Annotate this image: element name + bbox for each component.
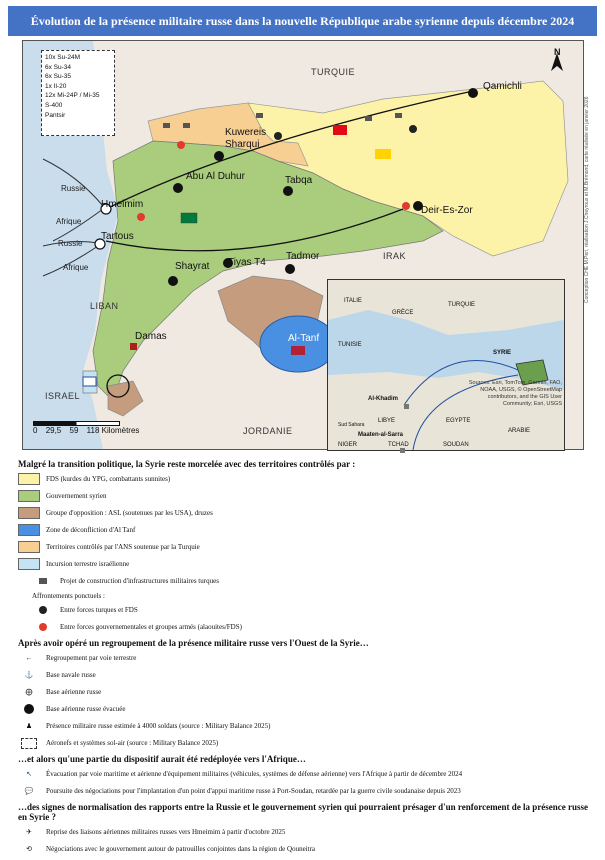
- legend-label: Entre forces gouvernementales et groupes armés (alaouites/FDS): [60, 623, 242, 631]
- city-tiyas-t4: Tiyas T4: [228, 257, 266, 268]
- country-label-jordanie: JORDANIE: [243, 426, 293, 436]
- city-hmeimim: Hmeimim: [101, 199, 144, 210]
- legend-label: Groupe d'opposition : ASL (soutenues par les USA), druzes: [46, 509, 213, 517]
- evacuated-base-icon: [24, 704, 34, 714]
- map-credit: Conception CHE M.Peri, réalisation J.Cheyroux et M.Brémond, carte réalisée en janvier 2026: [584, 96, 590, 303]
- legend-label: Gouvernement syrien: [46, 492, 107, 500]
- inventory-item: 6x Su-34: [45, 63, 72, 71]
- clashes-title: Affrontements ponctuels :: [32, 592, 105, 600]
- scale-0: 0: [33, 426, 38, 435]
- route-label-afrique-1: Afrique: [56, 217, 82, 226]
- legend-row-soldiers: [18, 720, 593, 732]
- turkish-project-1: [163, 123, 170, 128]
- legend-row-air-links: [18, 826, 593, 838]
- legend-label: Poursuite des négociations pour l'implantation d'un point d'appui maritime russe à Port-Soudan, retardée par la guerre civile soudanaise depuis 2023: [46, 787, 461, 795]
- compass-label: N: [554, 47, 561, 57]
- legend-heading-4: …des signes de normalisation des rapports entre la Russie et le gouvernement syrien qui pourraient présager d'un renforcement de la présence russe en Syrie ?: [18, 802, 589, 822]
- inventory-item: S-400: [45, 101, 63, 109]
- fds-swatch: [18, 473, 40, 485]
- legend-row-clash-gov: [18, 621, 593, 633]
- legend-row-air: [18, 686, 593, 698]
- explosion-red-icon: [39, 623, 47, 631]
- evacuation-arrow-icon: ↖: [26, 770, 32, 778]
- speech-bubble-icon: 💬: [24, 787, 34, 795]
- inset-turquie: TURQUIE: [448, 302, 475, 308]
- country-label-israel: ISRAEL: [45, 391, 81, 401]
- legend-label: Base navale russe: [46, 671, 96, 679]
- city-al-tanf: Al-Tanf: [288, 333, 320, 344]
- legend-label: Reprise des liaisons aériennes militaires russes vers Hmeimim à partir d'octobre 2025: [46, 828, 286, 836]
- loop-arrows-icon: ⟲: [26, 845, 32, 853]
- legend-label: Base aérienne russe évacuée: [46, 705, 126, 713]
- legend-row-port-sudan: [18, 785, 593, 797]
- inset-sources: Sources: Esri, TomTom, Garmin, FAO, NOAA, USGS, © OpenStreetMap contributors, and the GIS User Community; Esri, USGS: [468, 380, 562, 407]
- airplane-icon: ✈: [26, 828, 32, 836]
- inset-maaten-al-sarra: Maaten-al-Sarra: [358, 432, 404, 438]
- legend-label: Négociations avec le gouvernement autour de patrouilles conjointes dans la région de Qouneitra: [46, 845, 316, 853]
- israel-swatch: [18, 558, 40, 570]
- legend-heading-3: …et alors qu'une partie du dispositif aurait été redéployée vers l'Afrique…: [18, 754, 306, 764]
- city-sharqui: Sharqui: [225, 139, 260, 150]
- legend-row-patrols: [18, 843, 593, 855]
- inset-italie: ITALIE: [344, 298, 362, 304]
- inventory-item: 1x Il-20: [45, 82, 67, 90]
- legend-label: Base aérienne russe: [46, 688, 102, 696]
- inset-niger: NIGER: [338, 442, 358, 448]
- route-label-afrique-2: Afrique: [63, 263, 89, 272]
- inset-arabie: ARABIE: [508, 428, 531, 434]
- city-damas: Damas: [135, 331, 167, 342]
- legend-label: Territoires contrôlés par l'ANS soutenue par la Turquie: [46, 543, 200, 551]
- legend-row-aircraft-systems: [18, 737, 593, 749]
- legend-row-evacuated: [18, 703, 593, 715]
- opposition-swatch: [18, 507, 40, 519]
- aircraft-inventory-box: [41, 50, 115, 136]
- evacuated-base-abu-al-duhur: [173, 183, 183, 193]
- country-label-liban: LIBAN: [90, 301, 119, 311]
- israel-flag: [83, 377, 96, 386]
- country-label-turquie: TURQUIE: [311, 67, 355, 77]
- anchor-icon: ⚓: [24, 671, 34, 679]
- inventory-item: 12x Mi-24P / Mi-35: [45, 92, 100, 100]
- evacuated-base-tabqa: [283, 186, 293, 196]
- scale-59: 59: [69, 426, 79, 435]
- city-tartous: Tartous: [101, 231, 134, 242]
- usa-flag: [291, 346, 305, 355]
- damas-capital-marker: [130, 343, 137, 350]
- inventory-item: 10x Su-24M: [45, 54, 81, 61]
- route-label-russie-air: Russie: [61, 184, 86, 193]
- al-tanf-zone: [260, 316, 336, 372]
- explosion-black-icon: [39, 606, 47, 614]
- legend-label: Évacuation par voie maritime et aérienne d'équipement militaires (véhicules, systèmes de défense aérienne) vers l'Afrique à partir de décembre 2024: [46, 770, 463, 778]
- inset-tunisie: TUNISIE: [338, 342, 362, 348]
- inset-egypte: EGYPTE: [446, 418, 471, 424]
- fds-flag: [375, 149, 391, 159]
- legend-row-regroup: [18, 652, 593, 664]
- syria-flag: [181, 213, 197, 223]
- legend-row-ans: [18, 541, 593, 553]
- city-tabqa: Tabqa: [285, 175, 313, 186]
- scale-29-5: 29,5: [45, 426, 62, 435]
- city-deir-es-zor: Deir-Es-Zor: [421, 205, 473, 216]
- turkish-project-4: [365, 116, 372, 121]
- legend-label: Aéronefs et systèmes sol-air (source : Military Balance 2025): [46, 739, 219, 747]
- evacuated-base-shayrat: [168, 276, 178, 286]
- legend-label: Incursion terrestre israélienne: [46, 560, 130, 568]
- legend-label: Regroupement par voie terrestre: [46, 654, 137, 662]
- legend-label: Projet de construction d'infrastructures militaires turques: [60, 577, 219, 585]
- inventory-item: Pantsir: [45, 111, 66, 119]
- legend-row-tanf: [18, 524, 593, 536]
- legend-row-evacuation-africa: [18, 768, 593, 780]
- clash-tr-fds-2: [409, 125, 417, 133]
- legend-label: Zone de déconfliction d'Al Tanf: [46, 526, 136, 534]
- evacuated-base-qamichli: [468, 88, 478, 98]
- city-tadmor: Tadmor: [286, 251, 320, 262]
- scale-bar: [33, 421, 139, 435]
- legend-label: FDS (kurdes du YPG, combattants sunnites): [46, 475, 171, 483]
- inset-tchad: TCHAD: [388, 442, 409, 448]
- gov-swatch: [18, 490, 40, 502]
- clash-tr-fds-1: [274, 132, 282, 140]
- legend-row-gov: [18, 490, 593, 502]
- legend-row-naval: [18, 669, 593, 681]
- main-map: [22, 40, 590, 450]
- city-shayrat: Shayrat: [175, 261, 210, 272]
- city-kuwereis: Kuwereis: [225, 127, 267, 138]
- tanf-swatch: [18, 524, 40, 536]
- left-arrow-icon: ←: [25, 654, 33, 662]
- inventory-item: 6x Su-35: [45, 73, 72, 81]
- air-base-icon: ⨁: [25, 688, 33, 696]
- clash-gov-2: [402, 202, 410, 210]
- legend-row-israel: [18, 558, 593, 570]
- inset-map: [327, 279, 565, 451]
- inset-soudan: SOUDAN: [443, 442, 469, 448]
- legend: [18, 457, 593, 860]
- evacuated-base-tadmor: [285, 264, 295, 274]
- legend-heading-1: Malgré la transition politique, la Syrie reste morcelée avec des territoires contrôlés par :: [18, 459, 356, 469]
- map-title: Évolution de la présence militaire russe dans la nouvelle République arabe syrienne depuis décembre 2024: [8, 6, 597, 36]
- inset-maaten-marker: [400, 448, 405, 453]
- scale-118: 118 Kilomètres: [86, 426, 140, 435]
- inset-al-khadim-marker: [404, 404, 409, 409]
- clash-gov-3: [137, 213, 145, 221]
- legend-label: Entre forces turques et FDS: [60, 606, 138, 614]
- turkish-project-3: [256, 113, 263, 118]
- soldier-icon: ♟: [25, 722, 33, 730]
- legend-row-opposition: [18, 507, 593, 519]
- inset-al-khadim: Al-Khadim: [368, 396, 398, 402]
- inset-grece: GRÈCE: [392, 310, 414, 316]
- inset-sud-sahara: Sud Sahara: [338, 422, 365, 428]
- legend-label: Présence militaire russe estimée à 4000 soldats (source : Military Balance 2025): [46, 722, 271, 730]
- route-label-russie-sea: Russie: [58, 239, 83, 248]
- legend-row-clash-tr: [18, 604, 593, 616]
- clash-gov-1: [177, 141, 185, 149]
- legend-heading-2: Après avoir opéré un regroupement de la présence militaire russe vers l'Ouest de la Syrie…: [18, 638, 369, 648]
- city-qamichli: Qamichli: [483, 81, 522, 92]
- legend-row-turkish-project: [18, 575, 593, 587]
- legend-row-fds: [18, 473, 593, 485]
- ans-swatch: [18, 541, 40, 553]
- turkey-flag: [333, 125, 347, 135]
- turkish-project-5: [395, 113, 402, 118]
- city-abu-al-duhur: Abu Al Duhur: [186, 171, 245, 182]
- inset-europe: [328, 280, 564, 335]
- dashed-box-icon: [21, 738, 37, 749]
- inset-syrie: SYRIE: [493, 350, 512, 356]
- turkish-project-2: [183, 123, 190, 128]
- building-icon: [39, 578, 47, 584]
- inset-libye: LIBYE: [378, 418, 396, 424]
- country-label-irak: IRAK: [383, 251, 407, 261]
- evacuated-base-kuwereis: [214, 151, 224, 161]
